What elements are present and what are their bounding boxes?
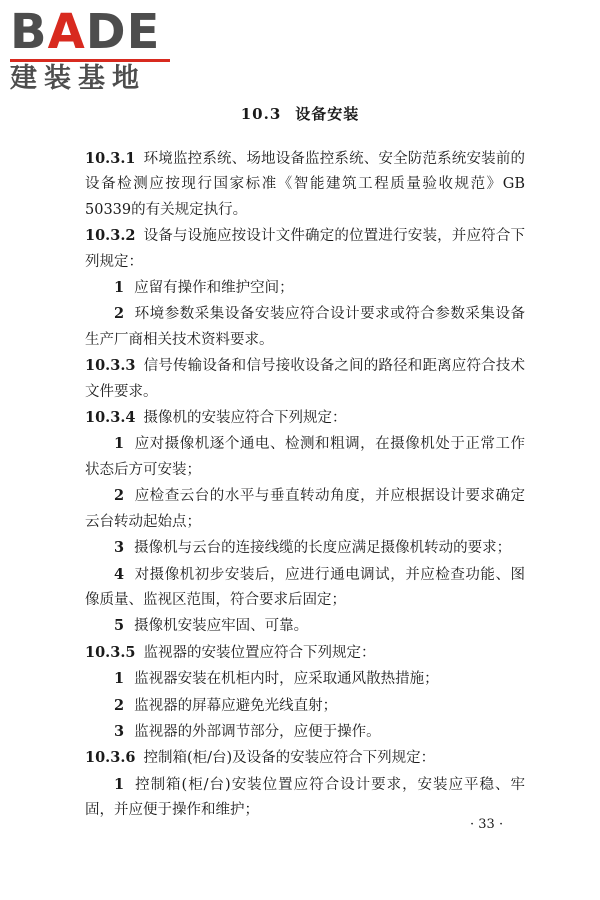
clause-10-3-1 — [85, 146, 525, 223]
item-number: 3 — [114, 722, 125, 740]
item-text: 摄像机与云台的连接线缆的长度应满足摄像机转动的要求； — [134, 540, 512, 557]
item-number: 2 — [114, 487, 125, 505]
clause-text: 环境监控系统、场地设备监控系统、安全防范系统安装前的设备检测应按现行国家标准《智能建筑工程质量验收规范》GB 50339的有关规定执行。 — [85, 151, 525, 218]
list-item — [85, 772, 525, 824]
section-title-text: 设备安装 — [295, 105, 360, 123]
item-number: 4 — [114, 565, 125, 583]
clause-10-3-4 — [85, 405, 525, 431]
list-item — [85, 301, 525, 353]
item-number: 3 — [114, 539, 125, 557]
clause-text: 监视器的安装位置应符合下列规定： — [143, 644, 376, 661]
clause-number: 10.3.3 — [85, 357, 136, 375]
clause-text: 摄像机的安装应符合下列规定： — [143, 410, 347, 427]
list-item — [85, 719, 525, 745]
logo-brand-part1: B — [10, 4, 48, 60]
clause-number: 10.3.6 — [85, 749, 136, 767]
clause-10-3-5 — [85, 640, 525, 666]
list-item — [85, 666, 525, 692]
logo-brand-part2: DE — [85, 4, 161, 60]
section-number: 10.3 — [240, 105, 282, 123]
clause-number: 10.3.4 — [85, 409, 136, 427]
list-item — [85, 562, 525, 614]
document-body — [85, 146, 525, 824]
item-number: 1 — [114, 279, 125, 297]
list-item — [85, 483, 525, 535]
clause-10-3-6 — [85, 745, 525, 771]
clause-text: 控制箱(柜/台)及设备的安装应符合下列规定： — [143, 750, 436, 767]
clause-number: 10.3.1 — [85, 150, 136, 167]
item-number: 1 — [114, 670, 125, 688]
item-number: 1 — [114, 435, 125, 453]
section-title — [0, 104, 600, 124]
clause-10-3-3 — [85, 353, 525, 405]
item-text: 应对摄像机逐个通电、检测和粗调，在摄像机处于正常工作状态后方可安装； — [85, 436, 525, 478]
clause-text: 设备与设施应按设计文件确定的位置进行安装，并应符合下列规定： — [85, 228, 525, 270]
list-item — [85, 693, 525, 719]
item-text: 摄像机安装应牢固、可靠。 — [134, 618, 309, 635]
clause-text: 信号传输设备和信号接收设备之间的路径和距离应符合技术文件要求。 — [85, 358, 525, 400]
item-text: 对摄像机初步安装后，应进行通电调试，并应检查功能、图像质量、监视区范围，符合要求后固定； — [85, 566, 525, 608]
item-text: 控制箱(柜/台)安装位置应符合设计要求，安装应平稳、牢固，并应便于操作和维护； — [85, 776, 525, 819]
item-text: 监视器的外部调节部分，应便于操作。 — [134, 723, 381, 740]
item-text: 监视器安装在机柜内时，应采取通风散热措施； — [134, 671, 439, 688]
item-number: 1 — [114, 775, 125, 793]
clause-number: 10.3.2 — [85, 227, 136, 245]
clause-10-3-2 — [85, 223, 525, 275]
item-text: 环境参数采集设备安装应符合设计要求或符合参数采集设备生产厂商相关技术资料要求。 — [85, 306, 525, 348]
logo-brand-text — [10, 6, 180, 58]
item-number: 5 — [114, 617, 125, 635]
list-item — [85, 535, 525, 561]
bade-logo — [10, 6, 180, 96]
list-item — [85, 613, 525, 639]
item-number: 2 — [114, 696, 125, 714]
logo-brand-accent: A — [47, 4, 86, 60]
item-text: 应检查云台的水平与垂直转动角度，并应根据设计要求确定云台转动起始点； — [85, 488, 525, 530]
item-text: 应留有操作和维护空间； — [134, 280, 294, 297]
page-number: · 33 · — [470, 817, 504, 832]
list-item — [85, 275, 525, 301]
clause-number: 10.3.5 — [85, 643, 136, 661]
list-item — [85, 431, 525, 483]
item-number: 2 — [114, 305, 125, 323]
item-text: 监视器的屏幕应避免光线直射； — [134, 697, 338, 714]
logo-subtitle: 建装基地 — [10, 63, 146, 94]
